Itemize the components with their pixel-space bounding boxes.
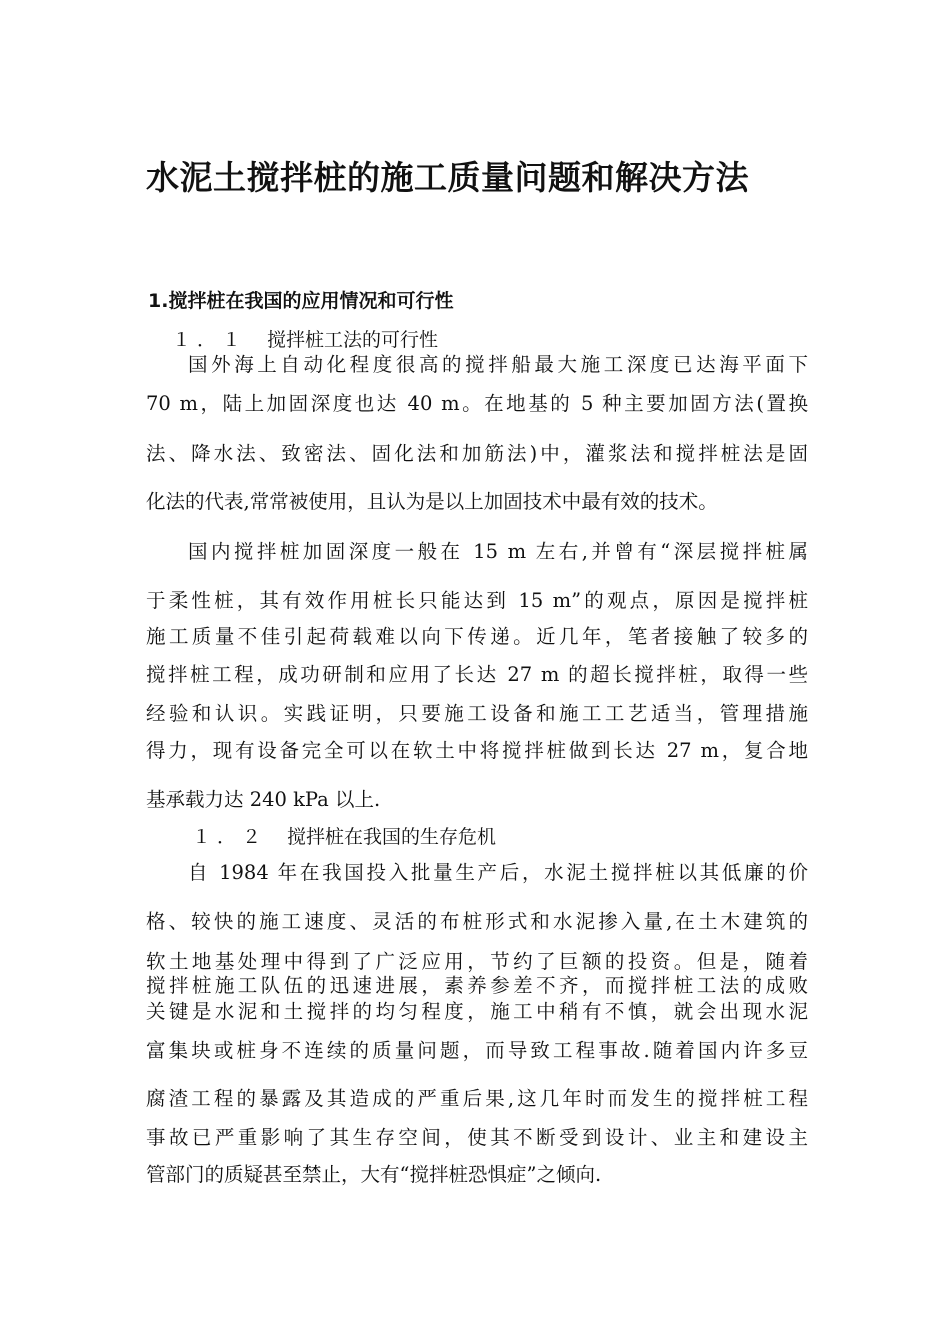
paragraph-line: 基承载力达 240 kPa 以上. [146,788,381,811]
paragraph-line: 得力，现有设备完全可以在软土中将搅拌桩做到长达 27 m，复合地 [146,739,808,762]
paragraph-line: 经验和认识。实践证明，只要施工设备和施工工艺适当，管理措施 [146,702,808,725]
section-heading: 1.搅拌桩在我国的应用情况和可行性 [148,290,454,312]
subsection-title: 搅拌桩在我国的生存危机 [287,826,497,848]
paragraph-line: 富集块或桩身不连续的质量问题，而导致工程事故.随着国内许多豆 [146,1039,808,1062]
paragraph-line: 关键是水泥和土搅拌的均匀程度，施工中稍有不慎，就会出现水泥 [146,1000,808,1023]
paragraph-line: 施工质量不佳引起荷载难以向下传递。近几年，笔者接触了较多的 [146,625,808,648]
document-title: 水泥土搅拌桩的施工质量问题和解决方法 [146,158,749,197]
subsection-title: 搅拌桩工法的可行性 [267,329,439,351]
paragraph-line: 管部门的质疑甚至禁止，大有“搅拌桩恐惧症”之倾向. [146,1163,602,1186]
paragraph-line: 搅拌桩施工队伍的迅速进展，素养参差不齐，而搅拌桩工法的成败 [146,974,808,997]
subsection-heading-1-2 [192,822,496,852]
paragraph-line: 腐渣工程的暴露及其造成的严重后果,这几年时而发生的搅拌桩工程 [146,1087,808,1110]
paragraph-line: 法、降水法、致密法、固化法和加筋法)中，灌浆法和搅拌桩法是固 [146,442,808,465]
paragraph-line: 国内搅拌桩加固深度一般在 15 m 左右,并曾有“深层搅拌桩属 [188,540,808,563]
paragraph-line: 自 1984 年在我国投入批量生产后，水泥土搅拌桩以其低廉的价 [188,861,808,884]
subsection-number: １．２ [192,826,268,848]
paragraph-line: 事故已严重影响了其生存空间，使其不断受到设计、业主和建设主 [146,1126,808,1149]
paragraph-line: 于柔性桩，其有效作用桩长只能达到 15 m”的观点，原因是搅拌桩 [146,589,808,612]
paragraph-line: 化法的代表,常常被使用，且认为是以上加固技术中最有效的技术。 [146,490,718,513]
subsection-number: １．１ [172,329,248,351]
paragraph-line: 70 m，陆上加固深度也达 40 m。在地基的 5 种主要加固方法(置换 [146,392,808,415]
paragraph-line: 格、较快的施工速度、灵活的布桩形式和水泥掺入量,在土木建筑的 [146,910,808,933]
paragraph-line: 软土地基处理中得到了广泛应用，节约了巨额的投资。但是，随着 [146,950,808,973]
paragraph-line: 搅拌桩工程，成功研制和应用了长达 27 m 的超长搅拌桩，取得一些 [146,663,808,686]
paragraph-line: 国外海上自动化程度很高的搅拌船最大施工深度已达海平面下 [188,353,808,376]
